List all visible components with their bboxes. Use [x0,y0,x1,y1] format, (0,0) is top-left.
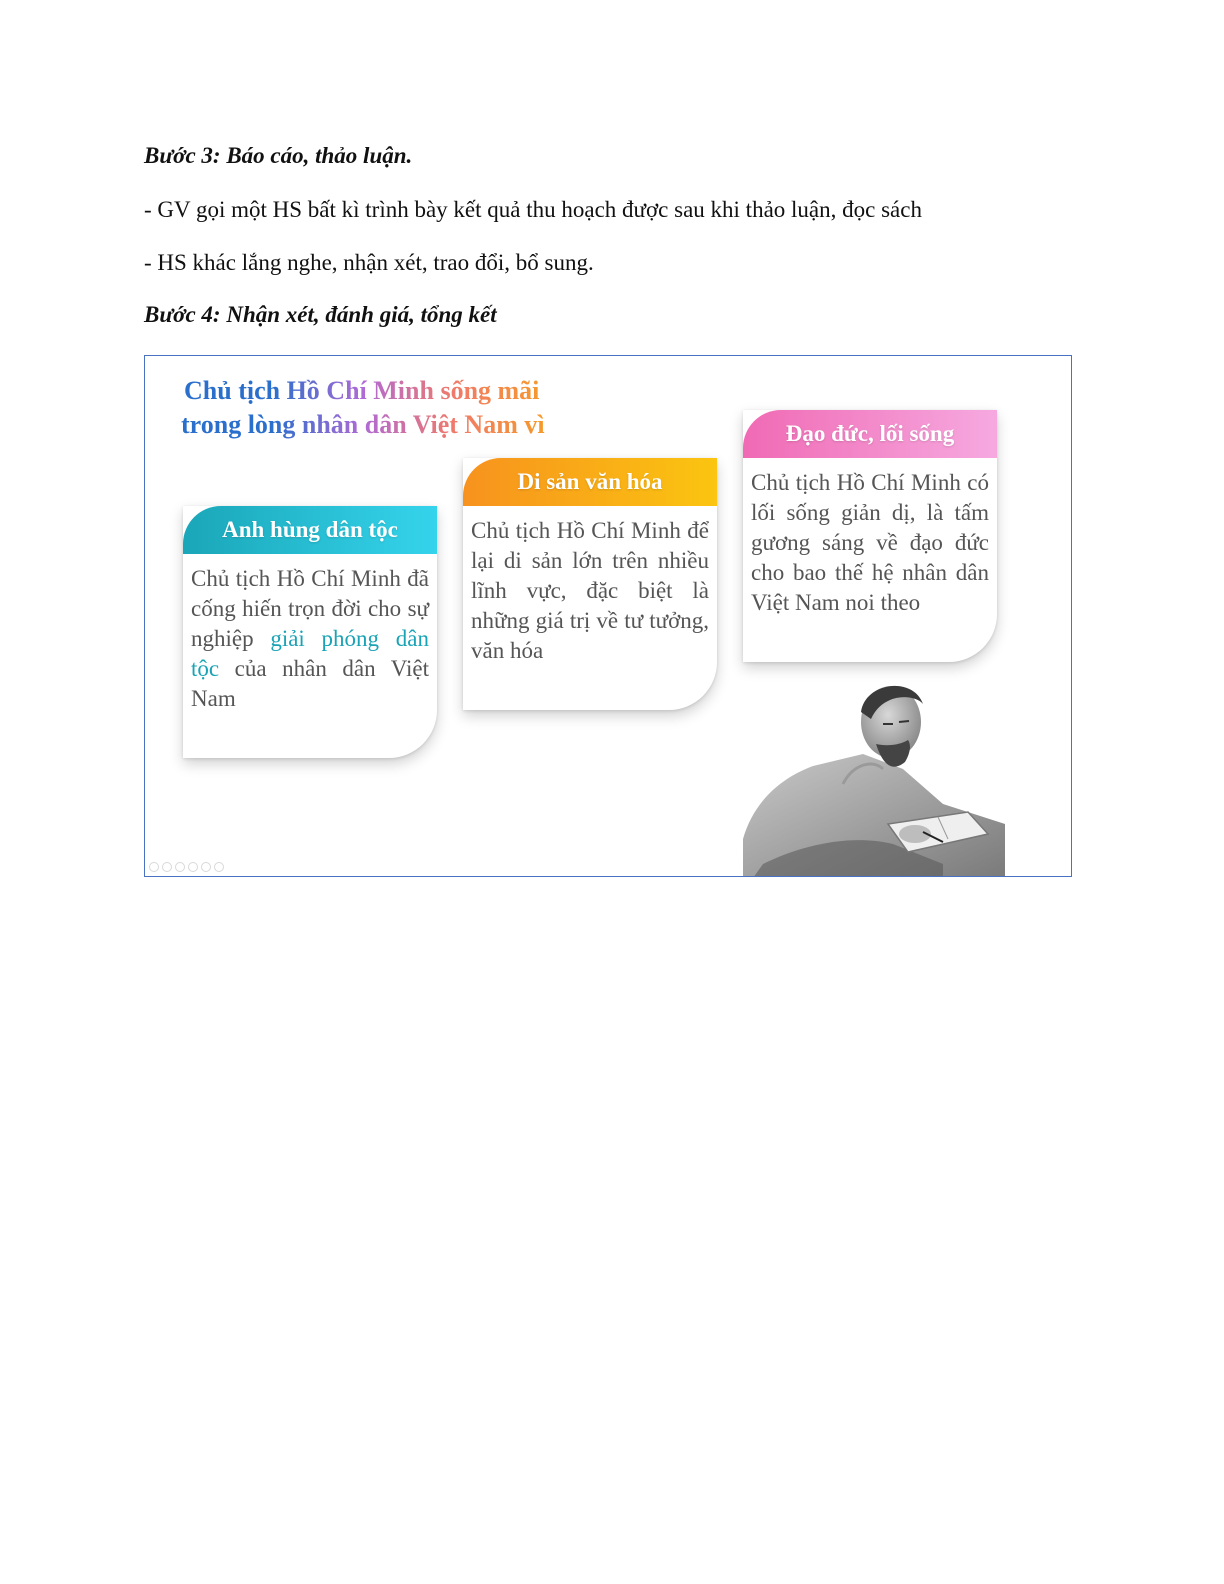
card-anh-hung-dan-toc [183,506,437,758]
slide-title-line-1: Chủ tịch Hồ Chí Minh sống mãi [181,374,545,408]
step3-heading: Bước 3: Báo cáo, thảo luận. [144,143,413,168]
control-dot-icon [214,862,224,872]
control-dot-icon [201,862,211,872]
card-text: Chủ tịch Hồ Chí Minh để lại di sản lớn trên nhiều lĩnh vực, đặc biệt là những giá trị về tư tưởng, văn hóa [471,518,709,663]
card-dao-duc-loi-song [743,410,997,662]
control-dot-icon [188,862,198,872]
portrait-photo-icon [743,674,1005,877]
card-title: Đạo đức, lối sống [743,410,997,458]
control-dot-icon [149,862,159,872]
slide-image [144,355,1072,877]
card-text-part: Chủ tịch Hồ Chí Minh đã cống hiến trọn đời cho sự nghiệp [191,566,429,651]
card-text: Chủ tịch Hồ Chí Minh có lối sống giản dị, là tấm gương sáng về đạo đức cho bao thế hệ nhân dân Việt Nam noi theo [751,470,989,615]
card-text-highlight: giải phóng dân tộc [191,626,429,681]
card-title: Di sản văn hóa [463,458,717,506]
slide-title-line-2: trong lòng nhân dân Việt Nam vì [181,408,545,442]
step3-line-2: - HS khác lắng nghe, nhận xét, trao đổi, bổ sung. [144,250,594,275]
step4-heading: Bước 4: Nhận xét, đánh giá, tổng kết [144,302,497,327]
control-dot-icon [162,862,172,872]
step3-line-1: - GV gọi một HS bất kì trình bày kết quả thu hoạch được sau khi thảo luận, đọc sách [144,197,922,222]
card-text-part: của nhân dân Việt Nam [191,656,429,711]
card-text [183,554,437,714]
card-di-san-van-hoa [463,458,717,710]
card-title: Anh hùng dân tộc [183,506,437,554]
control-dot-icon [175,862,185,872]
slide-controls [149,862,224,872]
slide-title [181,374,545,442]
